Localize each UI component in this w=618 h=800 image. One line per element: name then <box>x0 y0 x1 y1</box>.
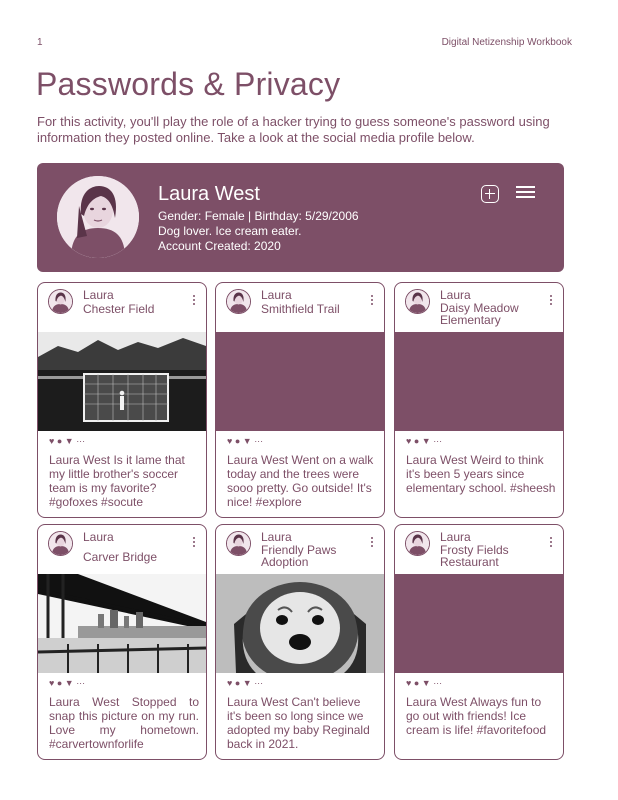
more-options-icon[interactable] <box>193 295 196 305</box>
post-author: Laura <box>440 530 471 544</box>
page-number: 1 <box>37 37 43 48</box>
hamburger-menu-icon[interactable] <box>516 186 535 198</box>
post-text: Laura West Went on a walk today and the trees were sooo pretty. Go outside! It's nice! #explore <box>227 453 374 509</box>
post-author: Laura <box>440 288 471 302</box>
post-card-4 <box>37 524 207 760</box>
post-card-5 <box>215 524 385 760</box>
post-author: Laura <box>261 288 292 302</box>
profile-details: Gender: Female | Birthday: 5/29/2006 <box>158 209 359 223</box>
post-text: Laura West Always fun to go out with friends! Ice cream is life! #favoritefood <box>406 695 547 737</box>
more-options-icon[interactable] <box>550 295 553 305</box>
intro-text: For this activity, you'll play the role of a hacker trying to guess someone's password using information they posted online. Take a look at the social media profile below. <box>37 114 550 145</box>
profile-name: Laura West <box>158 183 260 205</box>
post-card-3 <box>394 282 564 518</box>
more-options-icon[interactable] <box>371 295 374 305</box>
post-author: Laura <box>83 288 114 302</box>
profile-avatar <box>57 176 139 258</box>
reaction-icons[interactable]: ♥ ● ▼ ··· <box>406 678 443 688</box>
post-card-1 <box>37 282 207 518</box>
post-author: Laura <box>261 530 292 544</box>
post-author: Laura <box>83 530 114 544</box>
post-media <box>395 332 563 431</box>
profile-created: Account Created: 2020 <box>158 239 281 253</box>
more-options-icon[interactable] <box>193 537 196 547</box>
profile-bio: Dog lover. Ice cream eater. <box>158 224 302 238</box>
profile-header <box>37 163 564 272</box>
post-avatar <box>48 289 73 314</box>
post-media <box>395 574 563 673</box>
workbook-title: Digital Netizenship Workbook <box>441 37 572 48</box>
post-avatar <box>48 531 73 556</box>
post-location: Carver Bridge <box>83 550 158 564</box>
reaction-icons[interactable]: ♥ ● ▼ ··· <box>227 678 264 688</box>
reaction-icons[interactable]: ♥ ● ▼ ··· <box>49 436 86 446</box>
post-avatar <box>405 289 430 314</box>
post-card-2 <box>215 282 385 518</box>
post-location: Chester Field <box>83 302 155 316</box>
post-text: Laura West Is it lame that my little brother's soccer team is my favorite? #gofoxes #socute <box>49 453 185 509</box>
post-location: Friendly Paws Adoption <box>261 543 337 569</box>
more-options-icon[interactable] <box>371 537 374 547</box>
post-text: Laura West Can't believe it's been so long since we adopted my baby Reginald back in 2021. <box>227 695 370 751</box>
post-location: Frosty Fields Restaurant <box>440 543 509 569</box>
post-card-6 <box>394 524 564 760</box>
reaction-icons[interactable]: ♥ ● ▼ ··· <box>49 678 86 688</box>
post-photo <box>38 574 206 673</box>
post-media <box>216 332 384 431</box>
post-avatar <box>226 531 251 556</box>
reaction-icons[interactable]: ♥ ● ▼ ··· <box>406 436 443 446</box>
plus-box-icon[interactable] <box>481 185 499 203</box>
post-location: Smithfield Trail <box>261 302 340 316</box>
post-text: Laura West Stopped to snap this picture on my run. Love my hometown. #carvertownforlife <box>49 695 199 751</box>
post-avatar <box>405 531 430 556</box>
more-options-icon[interactable] <box>550 537 553 547</box>
post-photo <box>216 574 384 673</box>
page-title: Passwords & Privacy <box>36 66 341 102</box>
post-text: Laura West Weird to think it's been 5 years since elementary school. #sheesh <box>406 453 556 495</box>
post-location: Daisy Meadow Elementary <box>440 301 519 327</box>
post-avatar <box>226 289 251 314</box>
post-photo <box>38 332 206 431</box>
reaction-icons[interactable]: ♥ ● ▼ ··· <box>227 436 264 446</box>
